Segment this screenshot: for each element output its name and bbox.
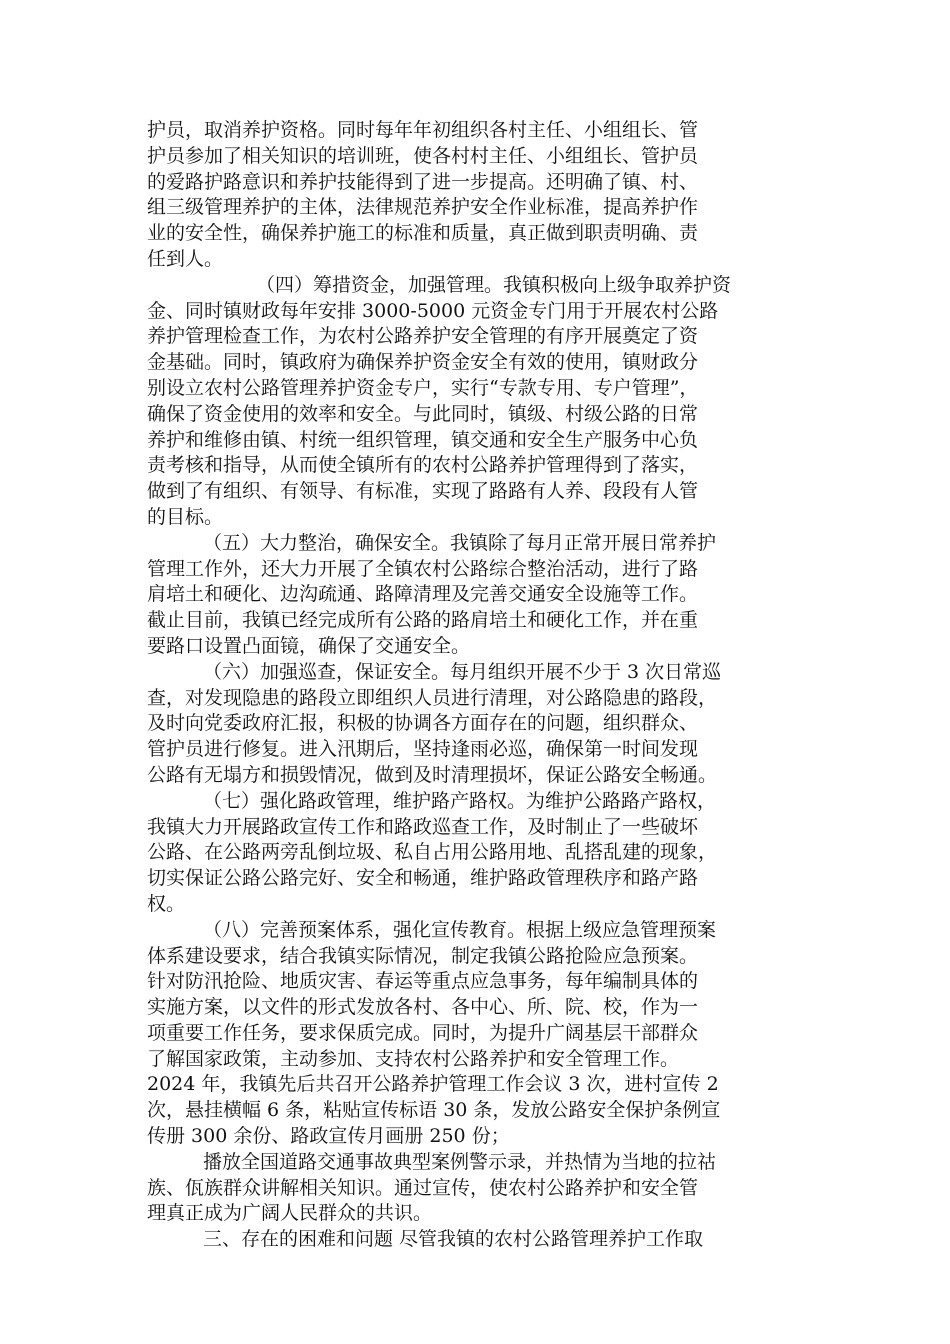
text-line: 公路、在公路两旁乱倒垃圾、私自占用公路用地、乱搭乱建的现象，: [147, 841, 718, 864]
text-line: 要路口设置凸面镜，确保了交通安全。: [147, 634, 471, 657]
text-line: 养护管理检查工作，为农村公路养护安全管理的有序开展奠定了资: [147, 325, 699, 348]
text-line: 族、佤族群众讲解相关知识。通过宣传，使农村公路养护和安全管: [147, 1176, 699, 1199]
document-body: [147, 118, 807, 1253]
text-line: 2024 年，我镇先后共召开公路养护管理工作会议 3 次，进村宣传 2: [147, 1073, 719, 1096]
section-heading-7: （七）强化路政管理，维护路产路权。为维护公路路产路权，: [203, 789, 717, 812]
text-line: 养护和维修由镇、村统一组织管理，镇交通和安全生产服务中心负: [147, 428, 699, 451]
text-line: 金、同时镇财政每年安排 3000-5000 元资金专门用于开展农村公路: [147, 299, 719, 322]
text-line: 及时向党委政府汇报，积极的协调各方面存在的问题，组织群众、: [147, 712, 699, 735]
text-line: 传册 300 余份、路政宣传月画册 250 份；: [147, 1125, 510, 1148]
text-line: 管理工作外，还大力开展了全镇农村公路综合整治活动，进行了路: [147, 557, 699, 580]
section-heading-8: （八）完善预案体系，强化宣传教育。根据上级应急管理预案: [203, 918, 717, 941]
text-line: 护员参加了相关知识的培训班，使各村村主任、小组组长、管护员: [147, 144, 699, 167]
text-line: 权。: [147, 892, 186, 915]
text-line: 肩培土和硬化、边沟疏通、路障清理及完善交通安全设施等工作。: [147, 583, 699, 606]
text-line: 组三级管理养护的主体，法律规范养护安全作业标准，提高养护作: [147, 196, 699, 219]
text-line: 金基础。同时，镇政府为确保养护资金安全有效的使用，镇财政分: [147, 351, 699, 374]
text-line: 管护员进行修复。进入汛期后，坚持逢雨必巡，确保第一时间发现: [147, 738, 699, 761]
section-heading-5: （五）大力整治，确保安全。我镇除了每月正常开展日常养护: [203, 531, 717, 554]
text-line: 实施方案，以文件的形式发放各村、各中心、所、院、校，作为一: [147, 996, 699, 1019]
text-line: 的目标。: [147, 505, 224, 528]
text-line: 业的安全性，确保养护施工的标准和质量，真正做到职责明确、责: [147, 222, 699, 245]
text-line: 公路有无塌方和损毁情况，做到及时清理损坏，保证公路安全畅通。: [147, 763, 718, 786]
section-heading-4: （四）筹措资金，加强管理。我镇积极向上级争取养护资: [256, 273, 732, 296]
text-line: 项重要工作任务，要求保质完成。同时，为提升广阔基层干部群众: [147, 1021, 699, 1044]
text-line: 切实保证公路公路完好、安全和畅通，维护路政管理秩序和路产路: [147, 867, 699, 890]
text-line: 确保了资金使用的效率和安全。与此同时，镇级、村级公路的日常: [147, 402, 699, 425]
text-line: 的爱路护路意识和养护技能得到了进一步提高。还明确了镇、村、: [147, 170, 699, 193]
text-line: 我镇大力开展路政宣传工作和路政巡查工作，及时制止了一些破坏: [147, 815, 699, 838]
text-line: 了解国家政策，主动参加、支持农村公路养护和安全管理工作。: [147, 1047, 680, 1070]
text-line: 理真正成为广阔人民群众的共识。: [147, 1202, 433, 1225]
text-line: 截止目前，我镇已经完成所有公路的路肩培土和硬化工作，并在重: [147, 609, 699, 632]
section-heading-3: 三、存在的困难和问题 尽管我镇的农村公路管理养护工作取: [203, 1228, 704, 1251]
section-heading-6: （六）加强巡查，保证安全。每月组织开展不少于 3 次日常巡: [203, 660, 722, 683]
text-line: 查，对发现隐患的路段立即组织人员进行清理，对公路隐患的路段，: [147, 686, 718, 709]
text-line: 任到人。: [147, 247, 224, 270]
text-line: 做到了有组织、有领导、有标准，实现了路路有人养、段段有人管: [147, 480, 699, 503]
text-line: 护员，取消养护资格。同时每年年初组织各村主任、小组组长、管: [147, 119, 699, 141]
text-line: 别设立农村公路管理养护资金专户，实行“专款专用、专户管理”，: [147, 376, 699, 399]
text-line: 责考核和指导，从而使全镇所有的农村公路养护管理得到了落实，: [147, 454, 699, 477]
text-line: 体系建设要求，结合我镇实际情况，制定我镇公路抢险应急预案。: [147, 944, 699, 967]
text-line: 针对防汛抢险、地质灾害、春运等重点应急事务，每年编制具体的: [147, 970, 699, 993]
paragraph-start: 播放全国道路交通事故典型案例警示录，并热情为当地的拉祜: [203, 1150, 717, 1173]
text-line: 次，悬挂横幅 6 条，粘贴宣传标语 30 条，发放公路安全保护条例宣: [147, 1099, 721, 1122]
